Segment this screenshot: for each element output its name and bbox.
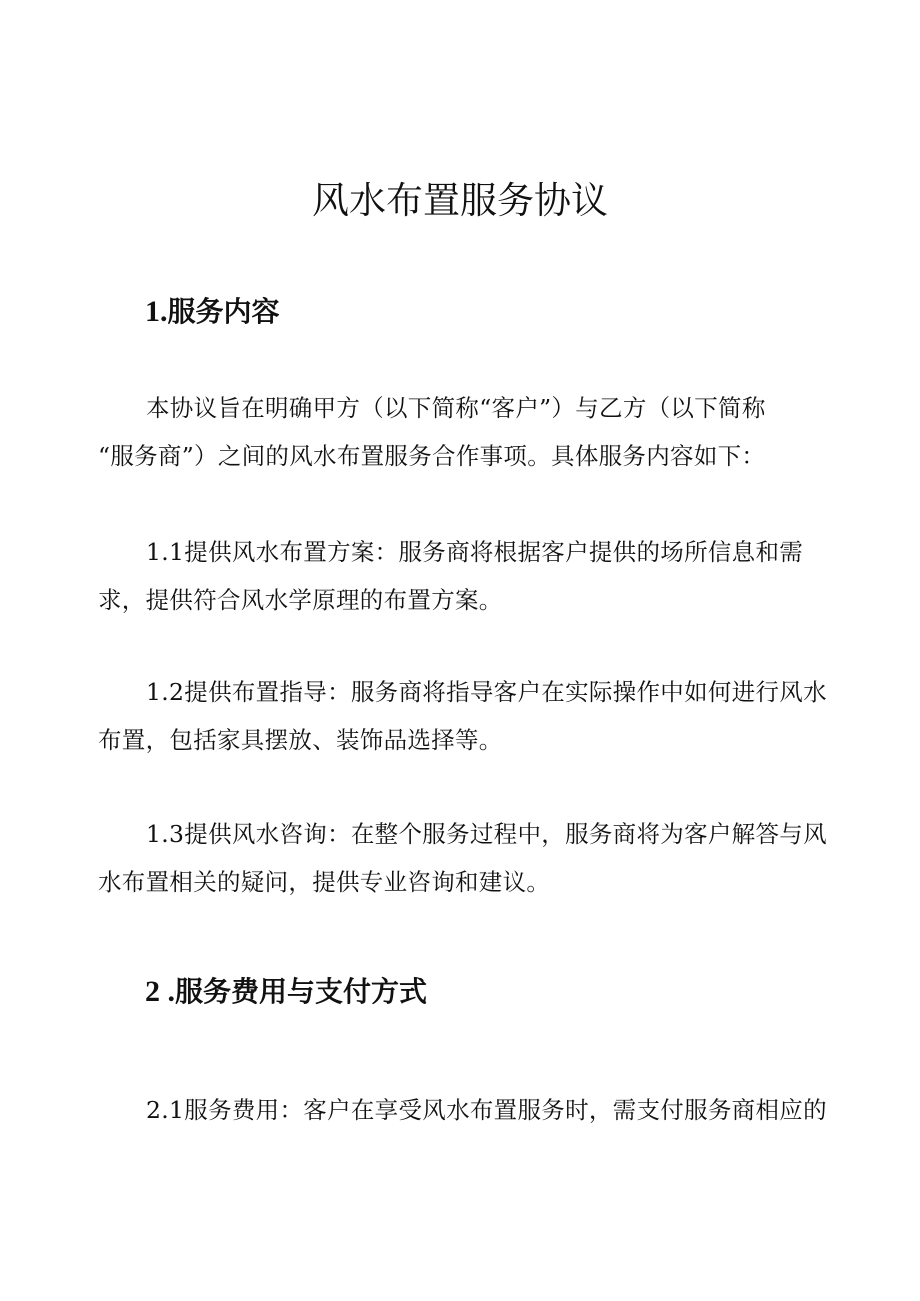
section-number: 1. — [145, 295, 168, 328]
paragraph — [98, 528, 818, 624]
section-number: 2 . — [145, 975, 175, 1008]
paragraph — [98, 1086, 827, 1134]
section-heading-2 — [145, 972, 427, 1012]
paragraph-line: 求，提供符合风水学原理的布置方案。 — [98, 586, 503, 614]
paragraph — [98, 810, 827, 906]
section-heading-text: 服务费用与支付方式 — [175, 975, 428, 1008]
section-heading-1 — [145, 292, 280, 332]
paragraph-line: “服务商”）之间的风水布置服务合作事项。具体服务内容如下： — [98, 442, 766, 470]
section-heading-text: 服务内容 — [167, 295, 280, 328]
paragraph-line: 布置，包括家具摆放、装饰品选择等。 — [98, 726, 503, 754]
paragraph — [98, 384, 818, 480]
paragraph — [98, 668, 827, 764]
paragraph-line: 1.1提供风水布置方案：服务商将根据客户提供的场所信息和需 — [146, 538, 804, 566]
paragraph-line: 2.1服务费用：客户在享受风水布置服务时，需支付服务商相应的 — [146, 1096, 827, 1124]
document-title: 风水布置服务协议 — [312, 179, 608, 222]
paragraph-line: 1.2提供布置指导：服务商将指导客户在实际操作中如何进行风水 — [146, 678, 827, 706]
paragraph-line: 本协议旨在明确甲方（以下简称“客户”）与乙方（以下简称 — [146, 394, 766, 422]
paragraph-line: 1.3提供风水咨询：在整个服务过程中，服务商将为客户解答与风 — [146, 820, 827, 848]
paragraph-line: 水布置相关的疑问，提供专业咨询和建议。 — [98, 868, 551, 896]
